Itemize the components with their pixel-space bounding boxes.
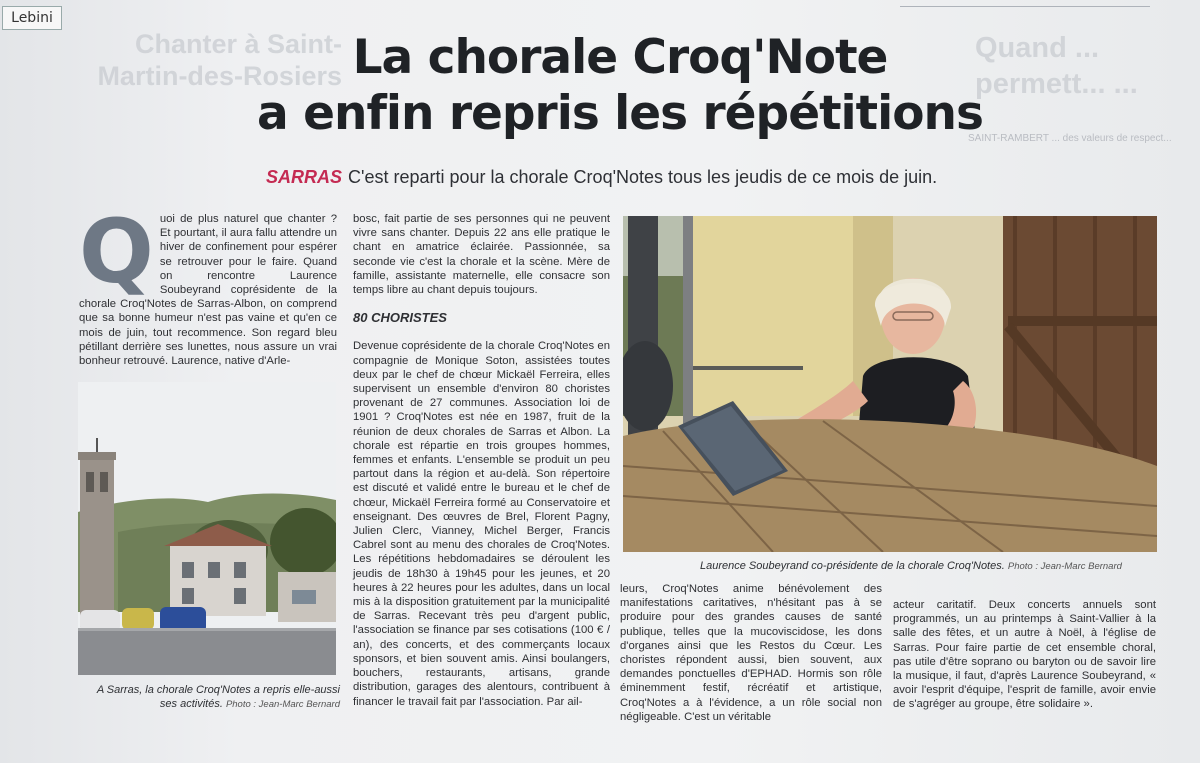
location-label: SARRAS — [266, 167, 343, 187]
article-column-1 — [79, 200, 337, 368]
street-photo-caption-text: A Sarras, la chorale Croq'Notes a repris elle-aussi ses activités. — [96, 684, 340, 710]
top-rule — [900, 6, 1150, 7]
column-3-text: leurs, Croq'Notes anime bénévolement des manifestations caritatives, n'hésitant pas à se produire pour des grandes causes de santé publique, telles que la mucoviscidose, les dons d'organes ainsi que les Restos du Cœur. Les choristes répondent aussi, bien souvent, aux demandes ponctuelles d'EPHAD. Hormis son rôle éminemment festif, récréatif et artistique, Croq'Notes a à l'évidence, a un rôle social non négligeable. C'est un véritable — [620, 583, 882, 723]
portrait-photo-caption-text: Laurence Soubeyrand co-présidente de la chorale Croq'Notes. — [700, 560, 1005, 572]
drop-cap: Q — [79, 200, 154, 303]
article-deck — [266, 167, 986, 188]
section-subhead: 80 CHORISTES — [353, 310, 447, 326]
column-2-paragraph-2: Devenue coprésidente de la chorale Croq'Notes en compagnie de Monique Soton, assistées toutes deux par le chef de chœur Mickaël Ferreira, elles supervisent un ensemble d'environ 80 choristes provenant de 27 communes. Association loi de 1901 ? Croq'Notes est née en 1987, fruit de la réunion de deux chorales de Sarras et Albon. La chorale est répartie en trois groupes hommes, femmes et enfants. L'ensemble se produit un peu partout dans la région et au-delà. Son répertoire est discuté et validé entre le bureau et le chef de chœur, Mickaël Ferreira formé au Conservatoire et enseignant. Des œuvres de Brel, Florent Pagny, Julien Clerc, Vianney, Michel Berger, Francis Cabrel sont au menu des chorales de Croq'Notes. Les répétitions hebdomadaires se déroulent les jeudis de 18h30 à 19h45 pour les jeunes, et 20 heures à 22 heures pour les adultes, dans un local mis à la disposition gratuitement par la municipalité de Sarras. Recevant très peu d'argent public, l'association se finance par ses cotisations (100 € / an), des concerts, et des commerçants locaux sponsors, et bien souvent amis. Ainsi boulangers, bouchers, restaurants, artisans, grande distribution, garages des alentours, contribuent à financer le travail fait par l'association. Par ail- — [353, 340, 610, 708]
street-photo-caption — [90, 683, 340, 712]
column-2-paragraph-1: bosc, fait partie de ses personnes qui ne peuvent vivre sans chanter. Depuis 22 ans elle pratique le chant en amatrice éclairée. Passionnée, sa seconde vie c'est la chorale et la scène. Mère de famille, assistante maternelle, elle consacre son temps libre au chant depuis toujours. — [353, 213, 610, 297]
street-photo — [78, 382, 336, 675]
street-photo-illustration — [78, 382, 336, 675]
watermark-logo: Lebini — [2, 6, 62, 30]
article-column-2 — [353, 212, 610, 709]
article-column-3 — [620, 582, 882, 724]
column-4-text: acteur caritatif. Deux concerts annuels sont programmés, un au printemps à Saint-Vallier à la salle des fêtes, et un autre à Noël, à l'église de Sarras. Pour faire partie de cet ensemble choral, pas utile d'être soprano ou baryton ou de savoir lire la musique, il faut, d'après Laurence Soubeyrand, « avoir l'esprit d'équipe, l'esprit de famille, avoir envie de s'agréger au groupe, être solidaire ». — [893, 599, 1156, 711]
portrait-photo-caption — [700, 559, 1160, 574]
article-column-4 — [893, 598, 1156, 712]
portrait-photo-credit: Photo : Jean-Marc Bernard — [1007, 561, 1122, 572]
column-1-text: uoi de plus naturel que chanter ? Et pourtant, il aura fallu attendre un hiver de confinement pour espérer se retrouver pour le faire. Quand on rencontre Laurence Soubeyrand coprésidente de la chorale Croq'Notes de Sarras-Albon, on comprend que sa bonne humeur n'est pas vaine et qu'en ce mois de juin, tout recommence. Son regard bleu pétillant derrière ses lunettes, nous assure un vrai bonheur retrouvé. Laurence, native d'Arle- — [79, 213, 337, 368]
portrait-photo — [623, 216, 1157, 552]
background-article-left-title: Chanter à Saint-Martin-des-Rosiers — [97, 29, 342, 91]
portrait-photo-illustration — [623, 216, 1157, 552]
background-article-right-text: SAINT-RAMBERT ... des valeurs de respect... — [968, 133, 1172, 144]
street-photo-credit: Photo : Jean-Marc Bernard — [225, 699, 340, 710]
deck-text: C'est reparti pour la chorale Croq'Notes tous les jeudis de ce mois de juin. — [348, 167, 938, 187]
article-headline — [190, 30, 1050, 142]
background-article-right-title: Quand ... permett... ... — [975, 32, 1138, 100]
headline-line-1: La chorale Croq'Note — [352, 30, 888, 85]
headline-line-2: a enfin repris les répétitions — [257, 86, 983, 141]
